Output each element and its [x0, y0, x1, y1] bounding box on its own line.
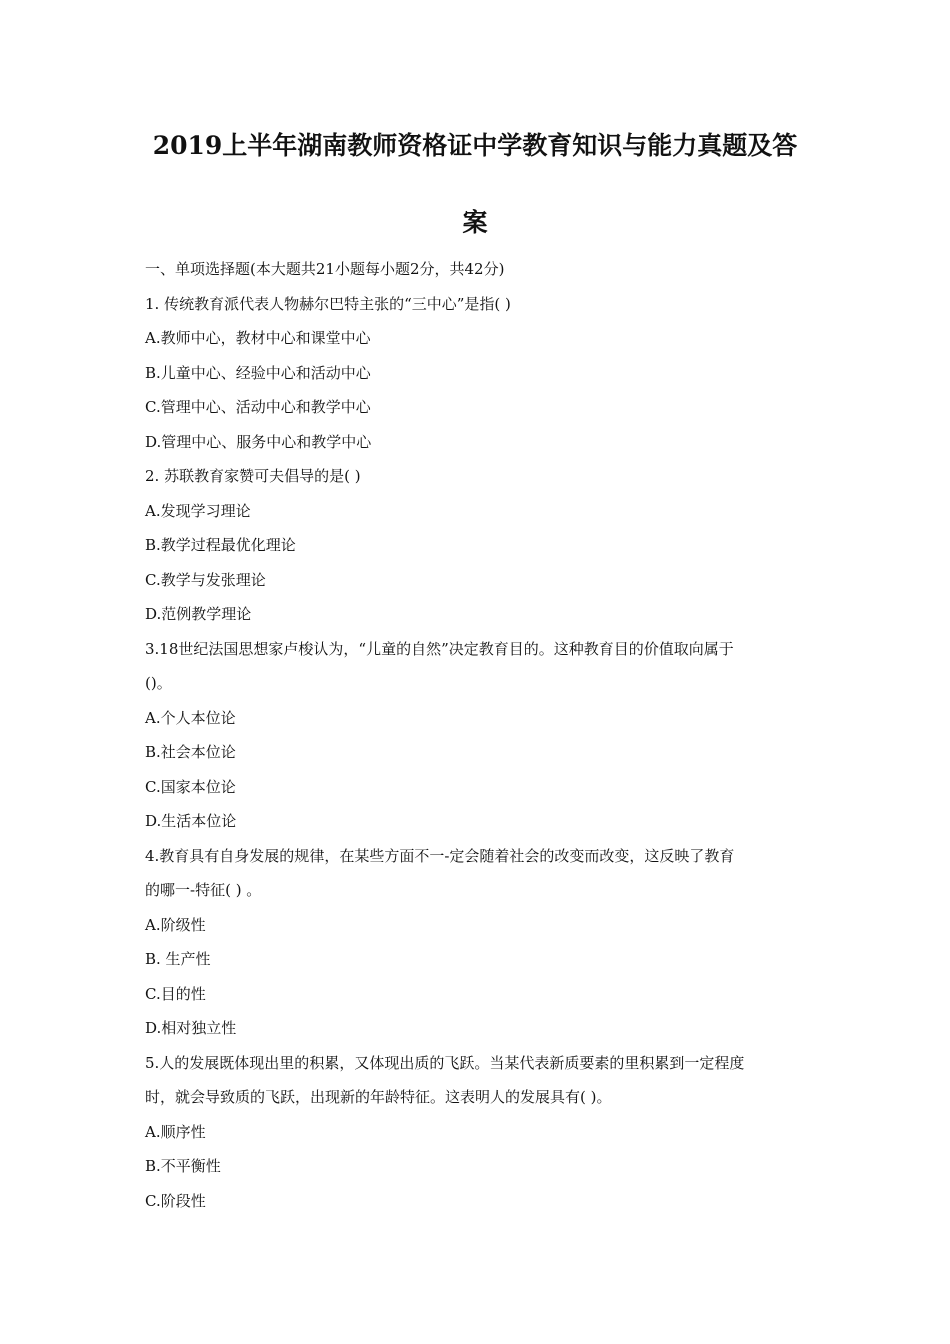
question-4-continued: 的哪一-特征( ) 。 [145, 881, 262, 899]
question-5-option-c: C.阶段性 [145, 1191, 206, 1210]
question-2-option-d: D.范例教学理论 [145, 605, 252, 623]
question-4-option-b: B. 生产性 [145, 950, 211, 968]
question-4-option-d: D.相对独立性 [145, 1019, 237, 1037]
document-body [145, 252, 815, 1218]
question-4-option-a: A.阶级性 [145, 915, 206, 934]
question-5-continued: 时，就会导致质的飞跃，出现新的年龄特征。这表明人的发展具有( )。 [145, 1088, 612, 1106]
question-3-option-c: C.国家本位论 [145, 777, 236, 796]
question-3-option-b: B.社会本位论 [145, 743, 236, 761]
question-5-option-b: B.不平衡性 [145, 1157, 221, 1175]
question-5: 5.人的发展既体现出里的积累，又体现出质的飞跃。当某代表新质要素的里积累到一定程度 [145, 1053, 745, 1072]
question-4: 4.教育具有自身发展的规律，在某些方面不一-定会随着社会的改变而改变，这反映了教育 [145, 846, 735, 865]
question-3-option-a: A.个人本位论 [145, 708, 236, 727]
question-2-option-a: A.发现学习理论 [145, 501, 251, 520]
document-title-line-1: 2019上半年湖南教师资格证中学教育知识与能力真题及答 [152, 131, 798, 160]
question-1: 1. 传统教育派代表人物赫尔巴特主张的“三中心”是指( ) [145, 294, 511, 313]
question-5-option-a: A.顺序性 [145, 1122, 206, 1141]
question-3-continued: ()。 [145, 674, 172, 692]
question-2-option-b: B.教学过程最优化理论 [145, 536, 296, 554]
question-1-option-d: D.管理中心、服务中心和教学中心 [145, 432, 372, 451]
question-3: 3.18世纪法国思想家卢梭认为，“儿童的自然”决定教育目的。这种教育目的价值取向属于 [145, 639, 734, 658]
question-1-option-b: B.儿童中心、经验中心和活动中心 [145, 363, 371, 382]
section-heading: 一、单项选择题(本大题共21小题每小题2分，共42分) [145, 260, 505, 278]
question-1-option-c: C.管理中心、活动中心和教学中心 [145, 398, 371, 416]
question-1-option-a: A.教师中心，教材中心和课堂中心 [145, 329, 371, 347]
question-4-option-c: C.目的性 [145, 984, 206, 1003]
question-2-option-c: C.教学与发张理论 [145, 570, 266, 589]
question-3-option-d: D.生活本位论 [145, 812, 237, 830]
document-title-line-2: 案 [462, 208, 488, 237]
question-2: 2. 苏联教育家赞可夫倡导的是( ) [145, 467, 361, 485]
